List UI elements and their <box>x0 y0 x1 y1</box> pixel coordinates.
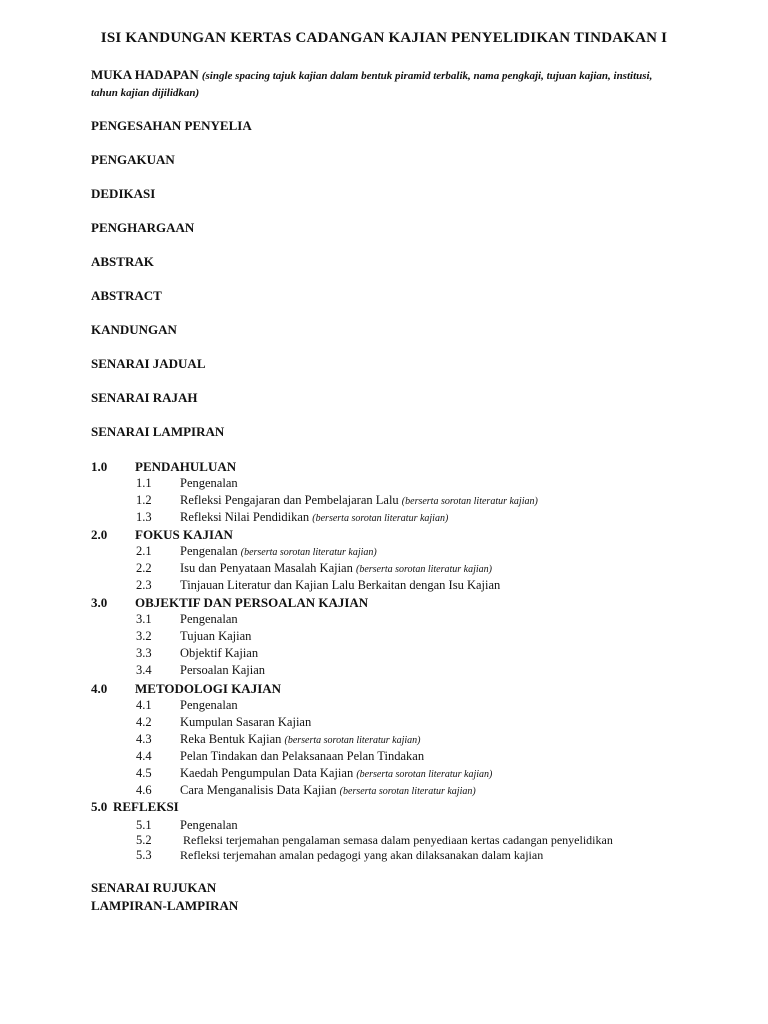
subsection-title: Pengenalan <box>180 612 238 626</box>
end-matter-item: LAMPIRAN-LAMPIRAN <box>91 898 239 913</box>
chapter-number: 2.0 <box>91 527 108 542</box>
subsection-title: Refleksi terjemahan pengalaman semasa dalam penyediaan kertas cadangan penyelidikan <box>183 833 613 847</box>
subsection-number: 3.1 <box>136 612 152 626</box>
subsection-number: 4.1 <box>136 698 152 712</box>
subsection-title: Isu dan Penyataan Masalah Kajian (berserta sorotan literatur kajian) <box>180 561 492 575</box>
subsection-number: 2.3 <box>136 578 152 592</box>
subsection-number: 2.1 <box>136 544 152 558</box>
chapter-title: METODOLOGI KAJIAN <box>135 681 282 696</box>
subsection-number: 5.1 <box>136 818 152 832</box>
subsection-number: 3.2 <box>136 629 152 643</box>
prelim-item: ABSTRACT <box>91 288 162 303</box>
subsection-number: 5.3 <box>136 848 152 862</box>
prelim-item: SENARAI RAJAH <box>91 390 198 405</box>
subsection-title: Objektif Kajian <box>180 646 259 660</box>
subsection-note: (berserta sorotan literatur kajian) <box>240 547 377 558</box>
subsection-title: Tujuan Kajian <box>180 629 252 643</box>
subsection-title: Refleksi Nilai Pendidikan (berserta sorotan literatur kajian) <box>180 510 449 524</box>
front-matter-note: (single spacing tajuk kajian dalam bentuk piramid terbalik, nama pengkaji, tujuan kajian, institusi, tahun kajian dijilidkan) <box>91 70 653 99</box>
subsection-title: Refleksi terjemahan amalan pedagogi yang akan dilaksanakan dalam kajian <box>180 848 544 862</box>
prelim-item: SENARAI LAMPIRAN <box>91 424 225 439</box>
subsection-number: 1.1 <box>136 476 152 490</box>
chapter-number: 4.0 <box>91 681 108 696</box>
subsection-note: (berserta sorotan literatur kajian) <box>339 786 476 797</box>
subsection-title: Pengenalan <box>180 698 238 712</box>
subsection-number: 1.3 <box>136 510 152 524</box>
subsection-note: (berserta sorotan literatur kajian) <box>355 564 492 575</box>
prelim-item: ABSTRAK <box>91 254 154 269</box>
subsection-title: Persoalan Kajian <box>180 663 266 677</box>
subsection-note: (berserta sorotan literatur kajian) <box>401 496 538 507</box>
subsection-number: 4.3 <box>136 732 152 746</box>
subsection-number: 4.6 <box>136 783 152 797</box>
chapter-title: PENDAHULUAN <box>135 459 237 474</box>
chapter-number: 1.0 <box>91 459 108 474</box>
page-title: ISI KANDUNGAN KERTAS CADANGAN KAJIAN PENYELIDIKAN TINDAKAN I <box>100 30 668 46</box>
end-matter-item: SENARAI RUJUKAN <box>91 880 217 895</box>
front-matter-entry <box>91 67 681 101</box>
prelim-item: KANDUNGAN <box>91 322 177 337</box>
subsection-number: 5.2 <box>136 833 152 847</box>
subsection-number: 4.2 <box>136 715 152 729</box>
prelim-item: PENGESAHAN PENYELIA <box>91 118 252 133</box>
prelim-item: PENGHARGAAN <box>91 220 195 235</box>
subsection-title: Tinjauan Literatur dan Kajian Lalu Berkaitan dengan Isu Kajian <box>180 578 501 592</box>
subsection-title: Pengenalan (berserta sorotan literatur kajian) <box>180 544 377 558</box>
subsection-title: Pelan Tindakan dan Pelaksanaan Pelan Tindakan <box>180 749 425 763</box>
subsection-title: Refleksi Pengajaran dan Pembelajaran Lalu (berserta sorotan literatur kajian) <box>180 493 538 507</box>
subsection-note: (berserta sorotan literatur kajian) <box>284 735 421 746</box>
subsection-title: Pengenalan <box>180 476 238 490</box>
front-matter-label: MUKA HADAPAN <box>91 67 199 82</box>
subsection-number: 2.2 <box>136 561 152 575</box>
subsection-title: Reka Bentuk Kajian (berserta sorotan literatur kajian) <box>180 732 421 746</box>
chapter-number: 3.0 <box>91 595 108 610</box>
subsection-number: 3.4 <box>136 663 152 677</box>
subsection-number: 3.3 <box>136 646 152 660</box>
subsection-title: Kumpulan Sasaran Kajian <box>180 715 312 729</box>
chapter-number: 5.0 <box>91 799 108 814</box>
prelim-item: SENARAI JADUAL <box>91 356 206 371</box>
subsection-title: Cara Menganalisis Data Kajian (berserta sorotan literatur kajian) <box>180 783 476 797</box>
subsection-title: Pengenalan <box>180 818 238 832</box>
chapter-title: OBJEKTIF DAN PERSOALAN KAJIAN <box>135 595 369 610</box>
subsection-note: (berserta sorotan literatur kajian) <box>356 769 493 780</box>
prelim-item: PENGAKUAN <box>91 152 175 167</box>
chapter-title: FOKUS KAJIAN <box>135 527 233 542</box>
prelim-item: DEDIKASI <box>91 186 156 201</box>
subsection-title: Kaedah Pengumpulan Data Kajian (berserta sorotan literatur kajian) <box>180 766 493 780</box>
chapter-title: REFLEKSI <box>113 799 179 814</box>
subsection-number: 1.2 <box>136 493 152 507</box>
subsection-number: 4.5 <box>136 766 152 780</box>
subsection-note: (berserta sorotan literatur kajian) <box>312 513 449 524</box>
subsection-number: 4.4 <box>136 749 152 763</box>
